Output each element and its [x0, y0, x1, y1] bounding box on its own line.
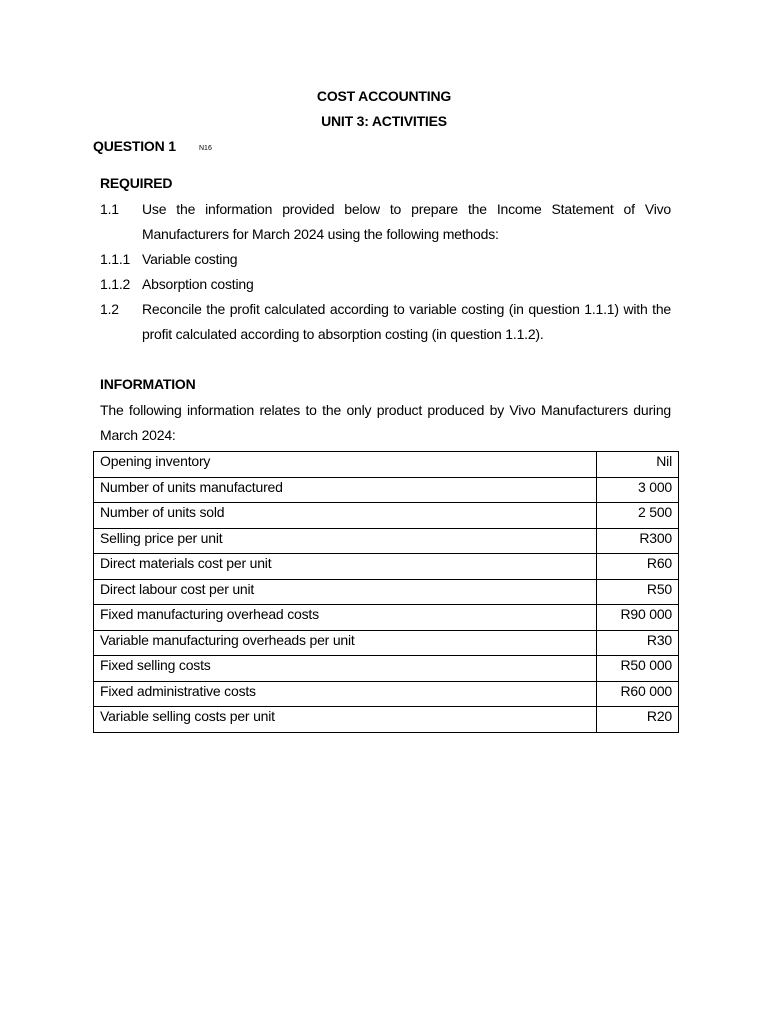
row-label: Fixed administrative costs [94, 681, 597, 707]
row-value: Nil [597, 452, 679, 478]
required-item-number: 1.1.2 [100, 276, 131, 292]
row-label: Direct materials cost per unit [94, 554, 597, 580]
information-intro: The following information relates to the only product produced by Vivo Manufacturers during March 2024: [100, 402, 671, 443]
table-row [94, 656, 679, 682]
row-label: Number of units manufactured [94, 477, 597, 503]
row-label: Opening inventory [94, 452, 597, 478]
required-item-number: 1.1 [100, 201, 119, 217]
row-label: Variable manufacturing overheads per unit [94, 630, 597, 656]
question-label: QUESTION 1 [93, 138, 176, 154]
row-value: R60 000 [597, 681, 679, 707]
row-value: R300 [597, 528, 679, 554]
row-label: Variable selling costs per unit [94, 707, 597, 733]
required-item-text: Reconcile the profit calculated according to variable costing (in question 1.1.1) with the profit calculated according to absorption costing (in question 1.1.2). [142, 301, 671, 342]
required-item-text: Absorption costing [142, 276, 254, 292]
row-value: 3 000 [597, 477, 679, 503]
required-item-number: 1.1.1 [100, 251, 131, 267]
table-row [94, 579, 679, 605]
table-row [94, 554, 679, 580]
information-table [93, 451, 679, 733]
table-row [94, 528, 679, 554]
table-row [94, 477, 679, 503]
document-subtitle: UNIT 3: ACTIVITIES [321, 113, 447, 129]
row-label: Selling price per unit [94, 528, 597, 554]
row-value: R20 [597, 707, 679, 733]
row-label: Fixed manufacturing overhead costs [94, 605, 597, 631]
row-label: Direct labour cost per unit [94, 579, 597, 605]
row-label: Number of units sold [94, 503, 597, 529]
question-code: N16 [199, 145, 212, 152]
table-row [94, 452, 679, 478]
table-row [94, 630, 679, 656]
row-label: Fixed selling costs [94, 656, 597, 682]
row-value: 2 500 [597, 503, 679, 529]
required-item-number: 1.2 [100, 301, 119, 317]
table-row [94, 503, 679, 529]
document-title: COST ACCOUNTING [316, 88, 452, 104]
table-row [94, 681, 679, 707]
required-item-text: Variable costing [142, 251, 238, 267]
row-value: R90 000 [597, 605, 679, 631]
information-heading: INFORMATION [100, 376, 196, 392]
table-row [94, 707, 679, 733]
required-heading: REQUIRED [100, 175, 173, 191]
row-value: R60 [597, 554, 679, 580]
row-value: R50 [597, 579, 679, 605]
table-row [94, 605, 679, 631]
row-value: R50 000 [597, 656, 679, 682]
required-item-text: Use the information provided below to prepare the Income Statement of Vivo Manufacturers for March 2024 using the following methods: [142, 201, 671, 242]
row-value: R30 [597, 630, 679, 656]
